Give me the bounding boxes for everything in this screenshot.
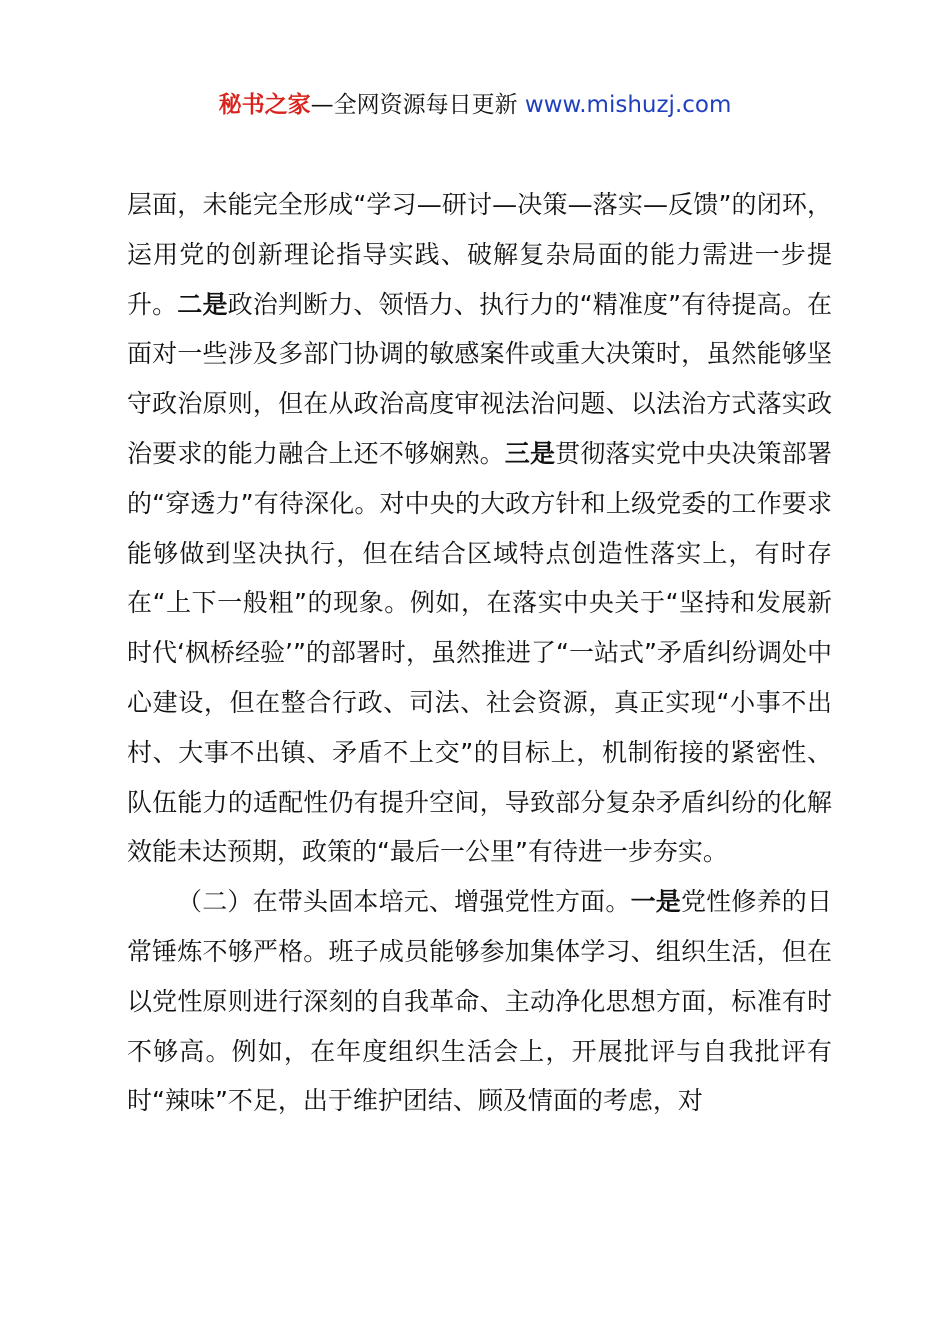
- paragraph-text: 层面，未能完全形成“学习—研讨—决策—落实—反馈”的闭环，运用党的创新理论指导实践、破解复杂局面的能力需进一步提升。: [127, 190, 832, 319]
- header-url-link[interactable]: www.mishuzj.com: [524, 92, 732, 118]
- point-keyword: 一是: [630, 887, 681, 917]
- point-keyword: 三是: [504, 438, 556, 468]
- paragraph-section-two: [127, 877, 832, 1126]
- page-header: [0, 88, 950, 122]
- paragraph-text: 党性修养的日常锤炼不够严格。班子成员能够参加集体学习、组织生活，但在以党性原则进行深刻的自我革命、主动净化思想方面，标准有时不够高。例如，在年度组织生活会上，开展批评与自我批评有时“辣味”不足，出于维护团结、顾及情面的考虑，对: [127, 887, 832, 1116]
- section-heading: （二）在带头固本培元、增强党性方面。: [177, 887, 631, 917]
- point-keyword: 二是: [177, 289, 228, 319]
- header-slogan: —全网资源每日更新: [310, 92, 525, 118]
- header-brand: 秘书之家: [218, 92, 311, 118]
- paragraph-continuation: [127, 180, 832, 877]
- document-body: [127, 180, 832, 1126]
- paragraph-text: 贯彻落实党中央决策部署的“穿透力”有待深化。对中央的大政方针和上级党委的工作要求能够做到坚决执行，但在结合区域特点创造性落实上，有时存在“上下一般粗”的现象。例如，在落实中央关于“坚持和发展新时代‘枫桥经验’”的部署时，虽然推进了“一站式”矛盾纠纷调处中心建设，但在整合行政、司法、社会资源，真正实现“小事不出村、大事不出镇、矛盾不上交”的目标上，机制衔接的紧密性、队伍能力的适配性仍有提升空间，导致部分复杂矛盾纠纷的化解效能未达预期，政策的“最后一公里”有待进一步夯实。: [127, 438, 832, 867]
- paragraph-text: 政治判断力、领悟力、执行力的“精准度”有待提高。在面对一些涉及多部门协调的敏感案件或重大决策时，虽然能够坚守政治原则，但在从政治高度审视法治问题、以法治方式落实政治要求的能力融合上还不够娴熟。: [127, 289, 832, 468]
